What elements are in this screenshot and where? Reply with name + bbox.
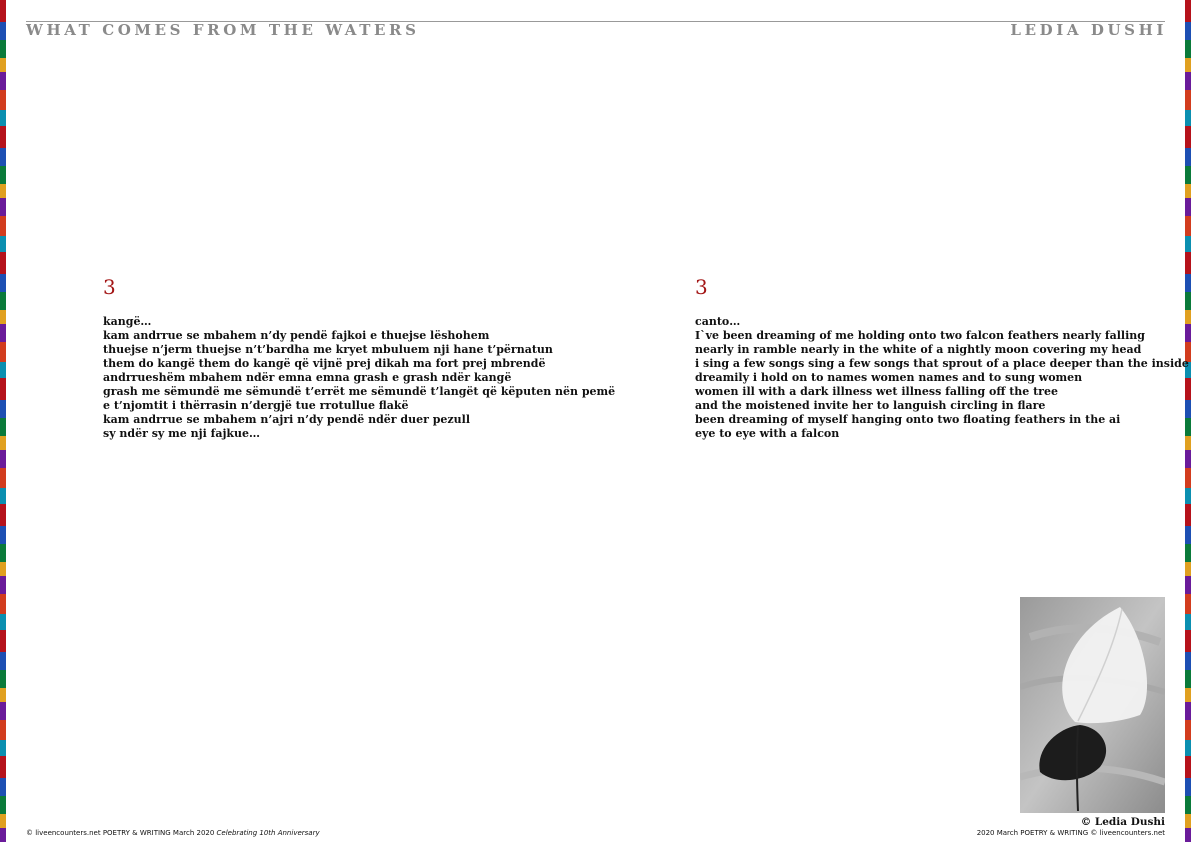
poem-line: been dreaming of myself hanging onto two floating feathers in the ai <box>695 413 1121 426</box>
footer-right: 2020 March POETRY & WRITING © liveencounters.net <box>976 829 1165 837</box>
poem-line: e t’njomtit i thërrasin n’dergjë tue rrotullue flakë <box>103 399 409 412</box>
poem-line: women ill with a dark illness wet illness falling off the tree <box>695 385 1058 398</box>
poem-number-albanian: 3 <box>103 275 116 299</box>
poem-line: and the moistened invite her to languish circling in flare <box>695 399 1046 412</box>
footer-left-text: © liveencounters.net POETRY & WRITING March 2020 <box>26 829 217 837</box>
poem-number-english: 3 <box>695 275 708 299</box>
poem-line: I`ve been dreaming of me holding onto two falcon feathers nearly falling <box>695 329 1145 342</box>
running-title: WHAT COMES FROM THE WATERS <box>26 21 420 39</box>
poem-albanian <box>103 315 615 441</box>
left-decorative-border <box>0 0 6 842</box>
feather-photo <box>1020 597 1165 813</box>
running-author: LEDIA DUSHI <box>1010 21 1167 39</box>
footer-left <box>26 829 320 837</box>
photo-credit: © Ledia Dushi <box>1080 816 1165 828</box>
poem-line: them do kangë them do kangë që vijnë prej dikah ma fort prej mbrendë <box>103 357 546 370</box>
poem-line: eye to eye with a falcon <box>695 427 840 440</box>
poem-line: kam andrrue se mbahem n’dy pendë fajkoi e thuejse lëshohem <box>103 329 490 342</box>
poem-line: kangë… <box>103 315 152 328</box>
poem-line: canto… <box>695 315 741 328</box>
poem-line: andrrueshëm mbahem ndër emna emna grash e grash ndër kangë <box>103 371 512 384</box>
poem-english <box>695 315 1189 441</box>
poem-line: sy ndër sy me nji fajkue… <box>103 427 261 440</box>
poem-line: nearly in ramble nearly in the white of a nightly moon covering my head <box>695 343 1142 356</box>
poem-line: dreamily i hold on to names women names and to sung women <box>695 371 1083 384</box>
poem-line: grash me sëmundë me sëmundë t’errët me sëmundë t’langët që këputen nën pemë <box>103 385 616 398</box>
poem-line: kam andrrue se mbahem n’ajri n’dy pendë ndër duer pezull <box>103 413 470 426</box>
poem-line: thuejse n’jerm thuejse n’t’bardha me kryet mbuluem nji hane t’përnatun <box>103 343 553 356</box>
footer-left-anniversary: Celebrating 10th Anniversary <box>216 829 320 837</box>
poem-line: i sing a few songs sing a few songs that sprout of a place deeper than the inside <box>695 357 1189 370</box>
